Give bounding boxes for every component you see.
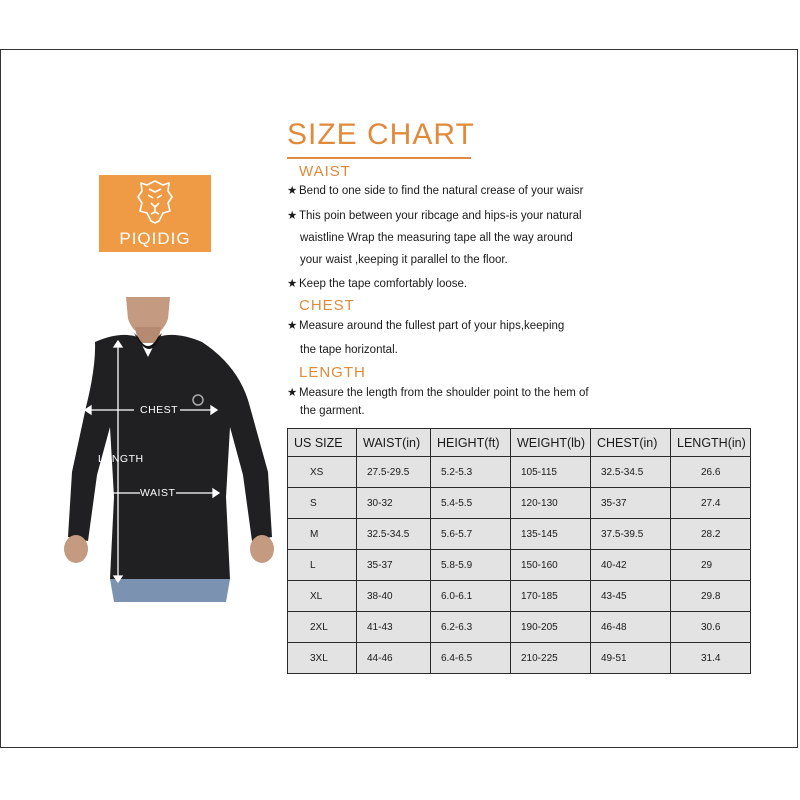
cell: 26.6 — [671, 457, 751, 488]
star-icon: ★ — [287, 320, 298, 332]
cell: 29 — [671, 550, 751, 581]
cell: 29.8 — [671, 581, 751, 612]
cell: 3XL — [288, 643, 357, 674]
cell: 31.4 — [671, 643, 751, 674]
chest-line-1: ★ Measure around the fullest part of your hips,keeping — [287, 320, 565, 332]
cell: 40-42 — [591, 550, 671, 581]
cell: 5.6-5.7 — [431, 519, 511, 550]
cell: 38-40 — [357, 581, 431, 612]
star-icon: ★ — [287, 278, 298, 290]
table-row — [288, 488, 751, 519]
cell: 135-145 — [511, 519, 591, 550]
cell: 120-130 — [511, 488, 591, 519]
cell: L — [288, 550, 357, 581]
cell: XL — [288, 581, 357, 612]
cell: 5.2-5.3 — [431, 457, 511, 488]
waist-label: WAIST — [140, 487, 176, 499]
cell: M — [288, 519, 357, 550]
size-table — [287, 428, 751, 674]
brand-logo — [99, 175, 211, 252]
waist-line-2: ★ This poin between your ribcage and hips-is your natural — [287, 210, 582, 222]
hoodie-model-image — [40, 297, 280, 602]
table-row — [288, 581, 751, 612]
star-icon: ★ — [287, 185, 298, 197]
cell: 150-160 — [511, 550, 591, 581]
star-icon: ★ — [287, 210, 298, 222]
cell: 49-51 — [591, 643, 671, 674]
brand-name: PIQIDIG — [119, 229, 191, 248]
cell: 35-37 — [591, 488, 671, 519]
length-line-1: ★ Measure the length from the shoulder point to the hem of — [287, 387, 589, 399]
waist-line-4: your waist ,keeping it parallel to the floor. — [300, 254, 508, 266]
cell: 43-45 — [591, 581, 671, 612]
cell: 32.5-34.5 — [357, 519, 431, 550]
table-row — [288, 612, 751, 643]
cell: 37.5-39.5 — [591, 519, 671, 550]
cell: 28.2 — [671, 519, 751, 550]
cell: 27.4 — [671, 488, 751, 519]
section-heading-waist: WAIST — [299, 163, 351, 180]
section-heading-length: LENGTH — [299, 364, 366, 381]
header-cell: WAIST(in) — [357, 429, 431, 457]
cell: 30-32 — [357, 488, 431, 519]
header-cell: LENGTH(in) — [671, 429, 751, 457]
lion-head-icon — [137, 179, 173, 225]
cell: 6.2-6.3 — [431, 612, 511, 643]
cell: 41-43 — [357, 612, 431, 643]
cell: 6.0-6.1 — [431, 581, 511, 612]
header-cell: CHEST(in) — [591, 429, 671, 457]
chest-label: CHEST — [140, 404, 179, 416]
waist-line-5: ★ Keep the tape comfortably loose. — [287, 278, 468, 290]
header-cell: US SIZE — [288, 429, 357, 457]
header-cell: WEIGHT(lb) — [511, 429, 591, 457]
cell: 2XL — [288, 612, 357, 643]
page-title: SIZE CHART — [287, 118, 475, 151]
table-row — [288, 457, 751, 488]
table-header-row — [288, 429, 751, 457]
cell: 105-115 — [511, 457, 591, 488]
cell: 5.4-5.5 — [431, 488, 511, 519]
model-illustration — [40, 297, 280, 602]
title-underline — [287, 157, 471, 159]
cell: 210-225 — [511, 643, 591, 674]
star-icon: ★ — [287, 387, 298, 399]
cell: 46-48 — [591, 612, 671, 643]
cell: 27.5-29.5 — [357, 457, 431, 488]
cell: 170-185 — [511, 581, 591, 612]
length-line-2: the garment. — [300, 405, 365, 417]
cell: 35-37 — [357, 550, 431, 581]
table-row — [288, 550, 751, 581]
chest-line-2: the tape horizontal. — [300, 344, 398, 356]
cell: 32.5-34.5 — [591, 457, 671, 488]
cell: 30.6 — [671, 612, 751, 643]
table-row — [288, 519, 751, 550]
section-heading-chest: CHEST — [299, 297, 355, 314]
table-row — [288, 643, 751, 674]
cell: XS — [288, 457, 357, 488]
waist-line-1: ★ Bend to one side to find the natural crease of your waisr — [287, 185, 584, 197]
header-cell: HEIGHT(ft) — [431, 429, 511, 457]
cell: 5.8-5.9 — [431, 550, 511, 581]
cell: 190-205 — [511, 612, 591, 643]
cell: 6.4-6.5 — [431, 643, 511, 674]
cell: S — [288, 488, 357, 519]
waist-line-3: waistline Wrap the measuring tape all the way around — [300, 232, 573, 244]
length-label: LENGTH — [98, 453, 144, 465]
cell: 44-46 — [357, 643, 431, 674]
